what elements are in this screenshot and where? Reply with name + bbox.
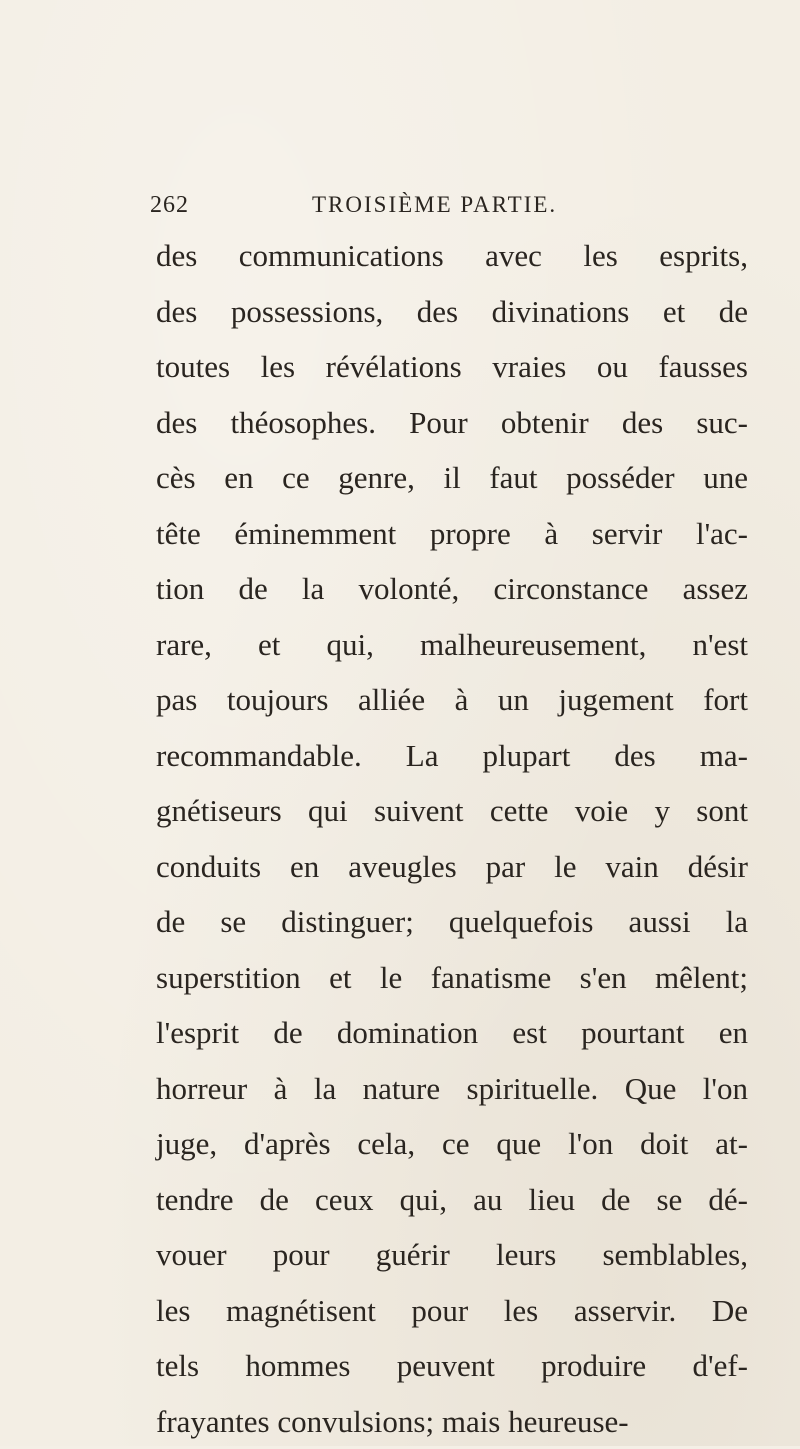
text-line: des communications avec les esprits,	[156, 228, 748, 284]
running-title: TROISIÈME PARTIE.	[312, 192, 557, 218]
text-line: l'esprit de domination est pourtant en	[156, 1005, 748, 1061]
text-line: des théosophes. Pour obtenir des suc-	[156, 395, 748, 451]
body-text	[156, 228, 748, 1449]
text-line: cès en ce genre, il faut posséder une	[156, 450, 748, 506]
text-line: tête éminemment propre à servir l'ac-	[156, 506, 748, 562]
text-line: pas toujours alliée à un jugement fort	[156, 672, 748, 728]
text-line: frayantes convulsions; mais heureuse-	[156, 1394, 748, 1449]
text-line: juge, d'après cela, ce que l'on doit at-	[156, 1116, 748, 1172]
text-line: tion de la volonté, circonstance assez	[156, 561, 748, 617]
text-line: recommandable. La plupart des ma-	[156, 728, 748, 784]
text-line: gnétiseurs qui suivent cette voie y sont	[156, 783, 748, 839]
text-line: vouer pour guérir leurs semblables,	[156, 1227, 748, 1283]
text-line: des possessions, des divinations et de	[156, 284, 748, 340]
text-line: superstition et le fanatisme s'en mêlent;	[156, 950, 748, 1006]
text-line: conduits en aveugles par le vain désir	[156, 839, 748, 895]
text-line: rare, et qui, malheureusement, n'est	[156, 617, 748, 673]
text-line: tels hommes peuvent produire d'ef-	[156, 1338, 748, 1394]
text-line: de se distinguer; quelquefois aussi la	[156, 894, 748, 950]
text-line: tendre de ceux qui, au lieu de se dé-	[156, 1172, 748, 1228]
text-line: toutes les révélations vraies ou fausses	[156, 339, 748, 395]
text-line: les magnétisent pour les asservir. De	[156, 1283, 748, 1339]
running-head	[150, 192, 750, 224]
page-number: 262	[150, 192, 189, 219]
text-line: horreur à la nature spirituelle. Que l'on	[156, 1061, 748, 1117]
